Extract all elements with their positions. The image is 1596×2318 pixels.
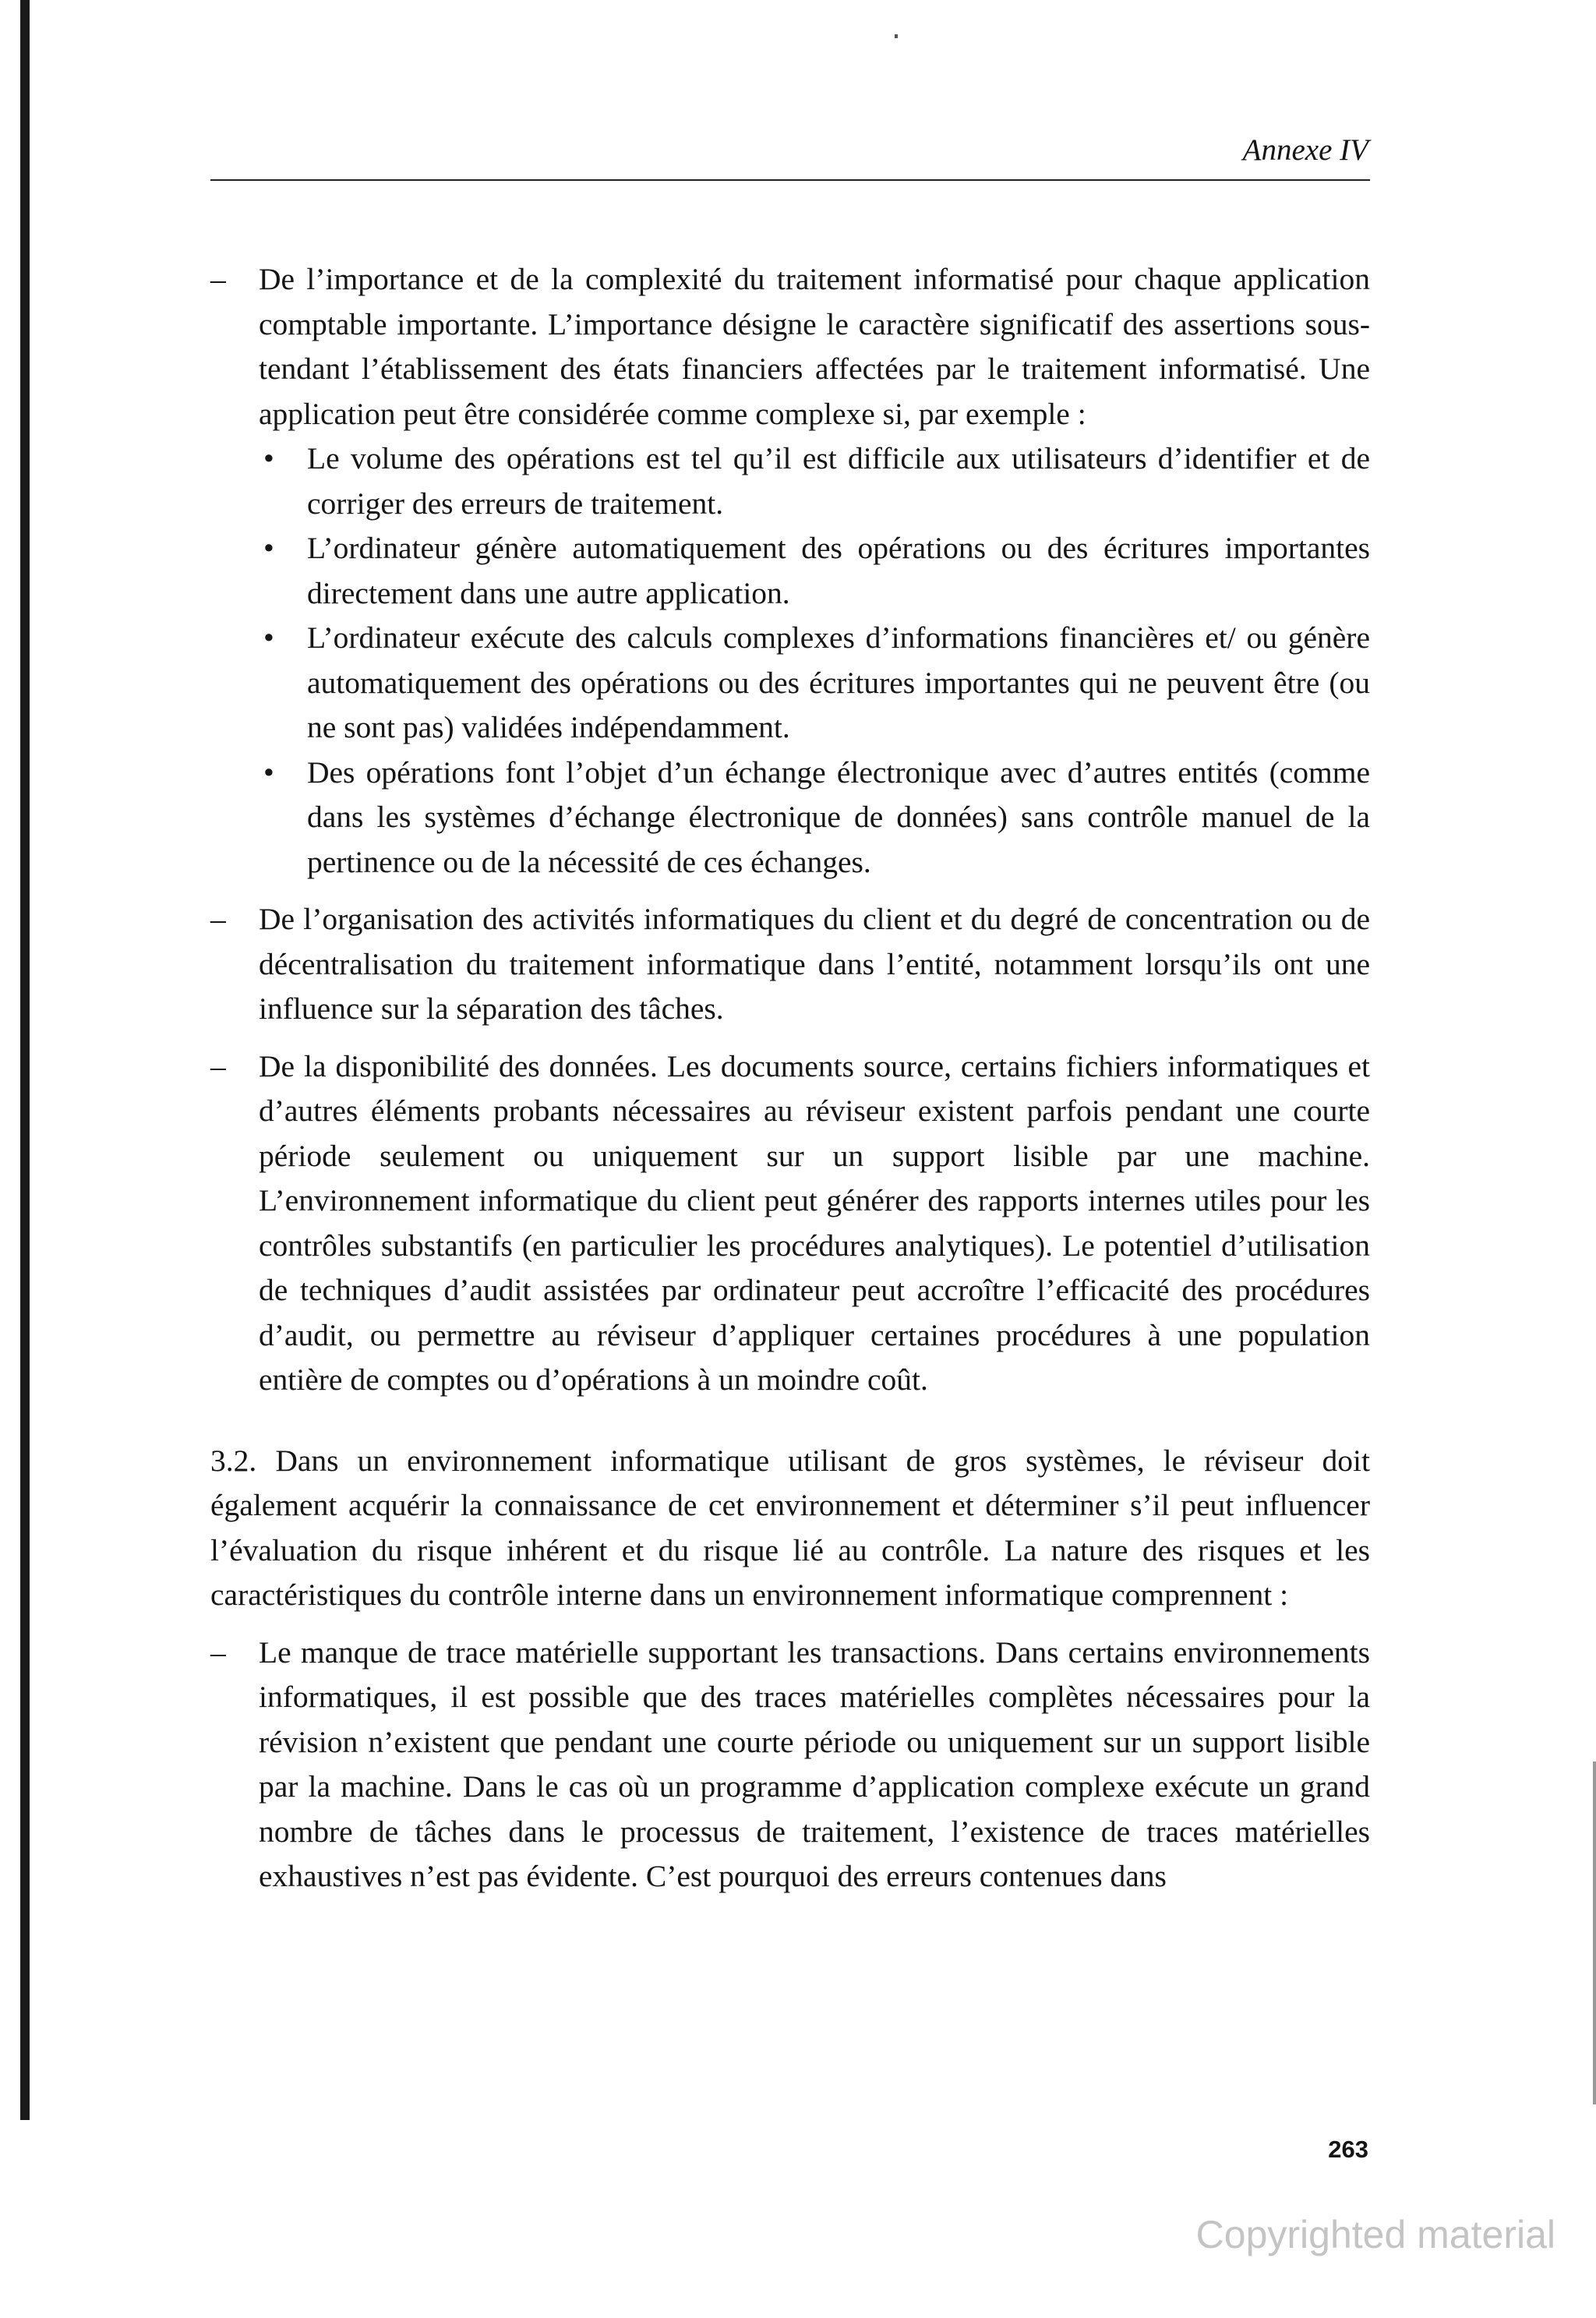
scan-right-edge	[1593, 1761, 1596, 2104]
page-body	[210, 257, 1370, 1912]
bullet-marker: •	[263, 441, 274, 475]
bullet-item	[259, 616, 1370, 751]
bullet-text: Des opérations font l’objet d’un échange électronique avec d’autres entités (comme dans les systèmes d’échange électronique de données) sans contrôle manuel de la pertinence ou de la nécessité de ces échanges.	[307, 754, 1370, 879]
list-item-trace	[210, 1631, 1370, 1899]
bullet-marker: •	[263, 754, 274, 790]
dash-marker: –	[210, 1048, 226, 1083]
dash-marker: –	[210, 1634, 226, 1670]
section-paragraph-3-2: 3.2. Dans un environnement informatique utilisant de gros systèmes, le réviseur doit également acquérir la connaissance de cet environnement et déterminer s’il peut influencer l’évaluation du risque inhérent et du risque lié au contrôle. La nature des risques et les caractéristiques du contrôle interne dans un environnement informatique comprennent :	[210, 1443, 1370, 1612]
bullet-list	[259, 436, 1370, 885]
scan-speck	[895, 34, 898, 38]
header-rule	[210, 179, 1370, 181]
dash-marker: –	[210, 262, 226, 296]
dash-marker: –	[210, 902, 226, 936]
bullet-text: Le volume des opérations est tel qu’il est difficile aux utilisateurs d’identifier et de corriger des erreurs de traitement.	[307, 441, 1370, 521]
bullet-text: L’ordinateur génère automatiquement des opérations ou des écritures importantes directement dans une autre application.	[307, 531, 1370, 610]
list-item-text: Le manque de trace matérielle supportant les transactions. Dans certains environnements informatiques, il est possible que des traces matérielles complètes nécessaires pour la révision n’existent que pendant une courte période ou uniquement sur un support lisible par la machine. Dans le cas où un programme d’application complexe exécute un grand nombre de tâches dans le processus de traitement, l’existence de traces matérielles exhaustives n’est pas évidente. C’est pourquoi des erreurs contenues dans	[259, 1634, 1370, 1893]
bullet-marker: •	[263, 620, 274, 655]
running-head: Annexe IV	[1242, 133, 1368, 167]
bullet-item	[259, 436, 1370, 526]
list-item-text: De l’importance et de la complexité du traitement informatisé pour chaque application comptable importante. L’importance désigne le caractère significatif des assertions sous-tendant l’établissement des états financiers affectées par le traitement informatisé. Une application peut être considérée comme complexe si, par exemple :	[259, 262, 1370, 431]
page-number: 263	[1328, 2136, 1368, 2163]
scan-binding-edge	[20, 0, 30, 2120]
bullet-text: L’ordinateur exécute des calculs complexes d’informations financières et/ ou génère automatiquement des opérations ou des écritures importantes qui ne peuvent être (ou ne sont pas) validées indépendamment.	[307, 620, 1370, 744]
list-item-text: De l’organisation des activités informatiques du client et du degré de concentration ou de décentralisation du traitement informatique dans l’entité, notamment lorsqu’ils ont une influence sur la séparation des tâches.	[259, 902, 1370, 1026]
list-item-organisation	[210, 897, 1370, 1032]
list-item-disponibilite	[210, 1044, 1370, 1403]
list-item-text: De la disponibilité des données. Les documents source, certains fichiers informatiques et d’autres éléments probants nécessaires au réviseur existent parfois pendant une courte période seulement ou uniquement sur un support lisible par une machine. L’environnement informatique du client peut générer des rapports internes utiles pour les contrôles substantifs (en particulier les procédures analytiques). Le potentiel d’utilisation de techniques d’audit assistées par ordinateur peut accroître l’efficacité des procédures d’audit, ou permettre au réviseur d’appliquer certaines procédures à une population entière de comptes ou d’opérations à un moindre coût.	[259, 1048, 1370, 1397]
bullet-item	[259, 526, 1370, 616]
bullet-item	[259, 751, 1370, 885]
bullet-marker: •	[263, 531, 274, 565]
copyright-watermark: Copyrighted material	[1195, 2213, 1555, 2256]
list-item-importance	[210, 257, 1370, 885]
